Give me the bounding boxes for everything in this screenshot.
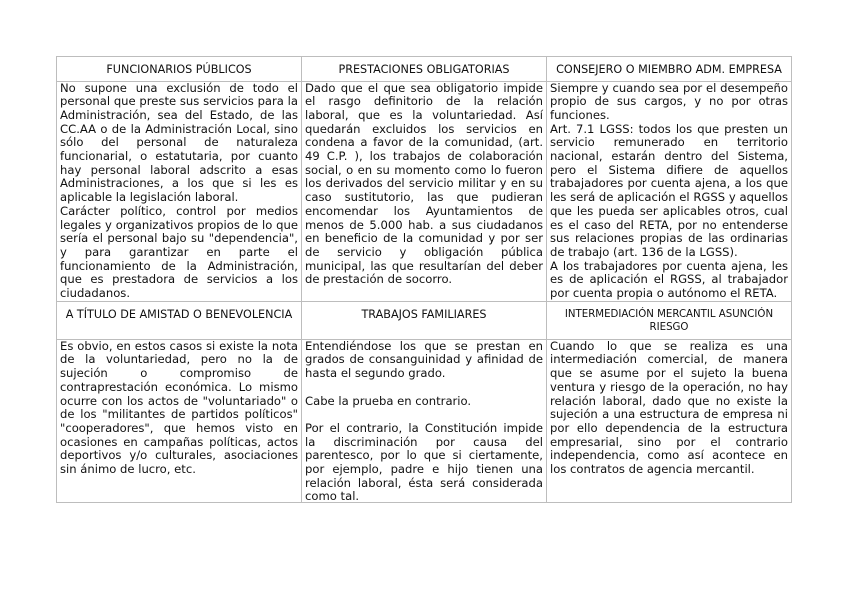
paragraph: Carácter político, control por medios legales y organizativos propios de lo que sería el personal bajo su "dependencia", y para garantizar en parte el funcionamiento de la Administración, que es prestadora de servicios a los ciudadanos. (60, 203, 302, 301)
paragraph: Entendiéndose los que se prestan en grados de consanguinidad y afinidad de hasta el segundo grado. (305, 338, 547, 381)
paragraph: Es obvio, en estos casos si existe la nota de la voluntariedad, pero no la de sujeción o compromiso de contraprestación económica. Lo mismo ocurre con los actos de "voluntariado" o de los "militantes de partidos políticos" "cooperadores", que hemos visto en ocasiones en campañas políticas, actos deportivos y/o culturales, asociaciones sin ánimo de lucro, etc. (60, 338, 302, 477)
cell-amistad-benevolencia (57, 339, 302, 502)
blank-line (305, 381, 543, 395)
paragraph: Siempre y cuando sea por el desempeño propio de sus cargos, y no por otras funciones. (550, 80, 792, 122)
paragraph: A los trabajadores por cuenta ajena, les es de aplicación el RGSS, al trabajador por cuenta propia o autónomo el RETA. (550, 258, 792, 301)
header-intermediacion-mercantil: INTERMEDIACIÓN MERCANTIL ASUNCIÓN RIESGO (547, 301, 792, 339)
header-row-1 (57, 57, 792, 82)
paragraph: Art. 7.1 LGSS: todos los que presten un servicio remunerado en territorio nacional, estarán dentro del Sistema, pero el Sistema difiere de aquellos trabajadores por cuenta ajena, a los que les será de aplicación el RGSS y aquellos que les pueda ser aplicables otros, cual es el caso del RETA, por no entenderse sus relaciones propias de las ordinarias de trabajo (art. 136 de la LGSS). (550, 121, 792, 259)
paragraph: Cuando lo que se realiza es una intermediación comercial, de manera que se asume por el sujeto la buena ventura y riesgo de la operación, no hay relación laboral, dado que no existe la sujeción a una estructura de empresa ni por ello dependencia de la estructura empresarial, sino por el contrario independencia, como así acontece en los contratos de agencia mercantil. (550, 338, 792, 477)
cell-consejero-miembro (547, 81, 792, 301)
cell-intermediacion-mercantil (547, 339, 792, 502)
paragraph: No supone una exclusión de todo el personal que preste sus servicios para la Administración, sea del Estado, de las CC.AA o de la Administración Local, sino sólo del personal de naturaleza funcionarial, o estatutaria, por cuanto hay personal laboral adscrito a esas Administraciones, a los que si les es aplicable la legislación laboral. (60, 80, 302, 205)
header-prestaciones-obligatorias: PRESTACIONES OBLIGATORIAS (302, 57, 547, 82)
header-funcionarios-publicos: FUNCIONARIOS PÚBLICOS (57, 57, 302, 82)
paragraph: Dado que el que sea obligatorio impide el rasgo definitorio de la relación laboral, que es la voluntariedad. Así quedarán excluidos los servicios en condena a favor de la comunidad, (art. 49 C.P. ), los trabajos de colaboración social, o en su momento como lo fueron los derivados del servicio militar y en su caso sustitutorio, las que pudieran encomendar los Ayuntamientos de menos de 5.000 hab. a sus ciudadanos en beneficio de la comunidad y por ser de servicio y obligación pública municipal, las que resultarían del deber de prestación de socorro. (305, 80, 547, 287)
paragraph: Por el contrario, la Constitución impide la discriminación por causa del parentesco, por lo que si ciertamente, por ejemplo, padre e hijo tienen una relación laboral, ésta será considerada como tal. (305, 420, 547, 504)
header-trabajos-familiares: TRABAJOS FAMILIARES (302, 301, 547, 339)
paragraph: Cabe la prueba en contrario. (305, 393, 472, 408)
header-row-2 (57, 301, 792, 339)
blank-line (305, 408, 543, 422)
content-row-1 (57, 81, 792, 301)
content-row-2 (57, 339, 792, 502)
header-amistad-benevolencia: A TÍTULO DE AMISTAD O BENEVOLENCIA (57, 301, 302, 339)
cell-prestaciones-obligatorias (302, 81, 547, 301)
cell-trabajos-familiares (302, 339, 547, 502)
document-table (56, 56, 792, 503)
header-consejero-miembro: CONSEJERO O MIEMBRO ADM. EMPRESA (547, 57, 792, 82)
cell-funcionarios-publicos (57, 81, 302, 301)
